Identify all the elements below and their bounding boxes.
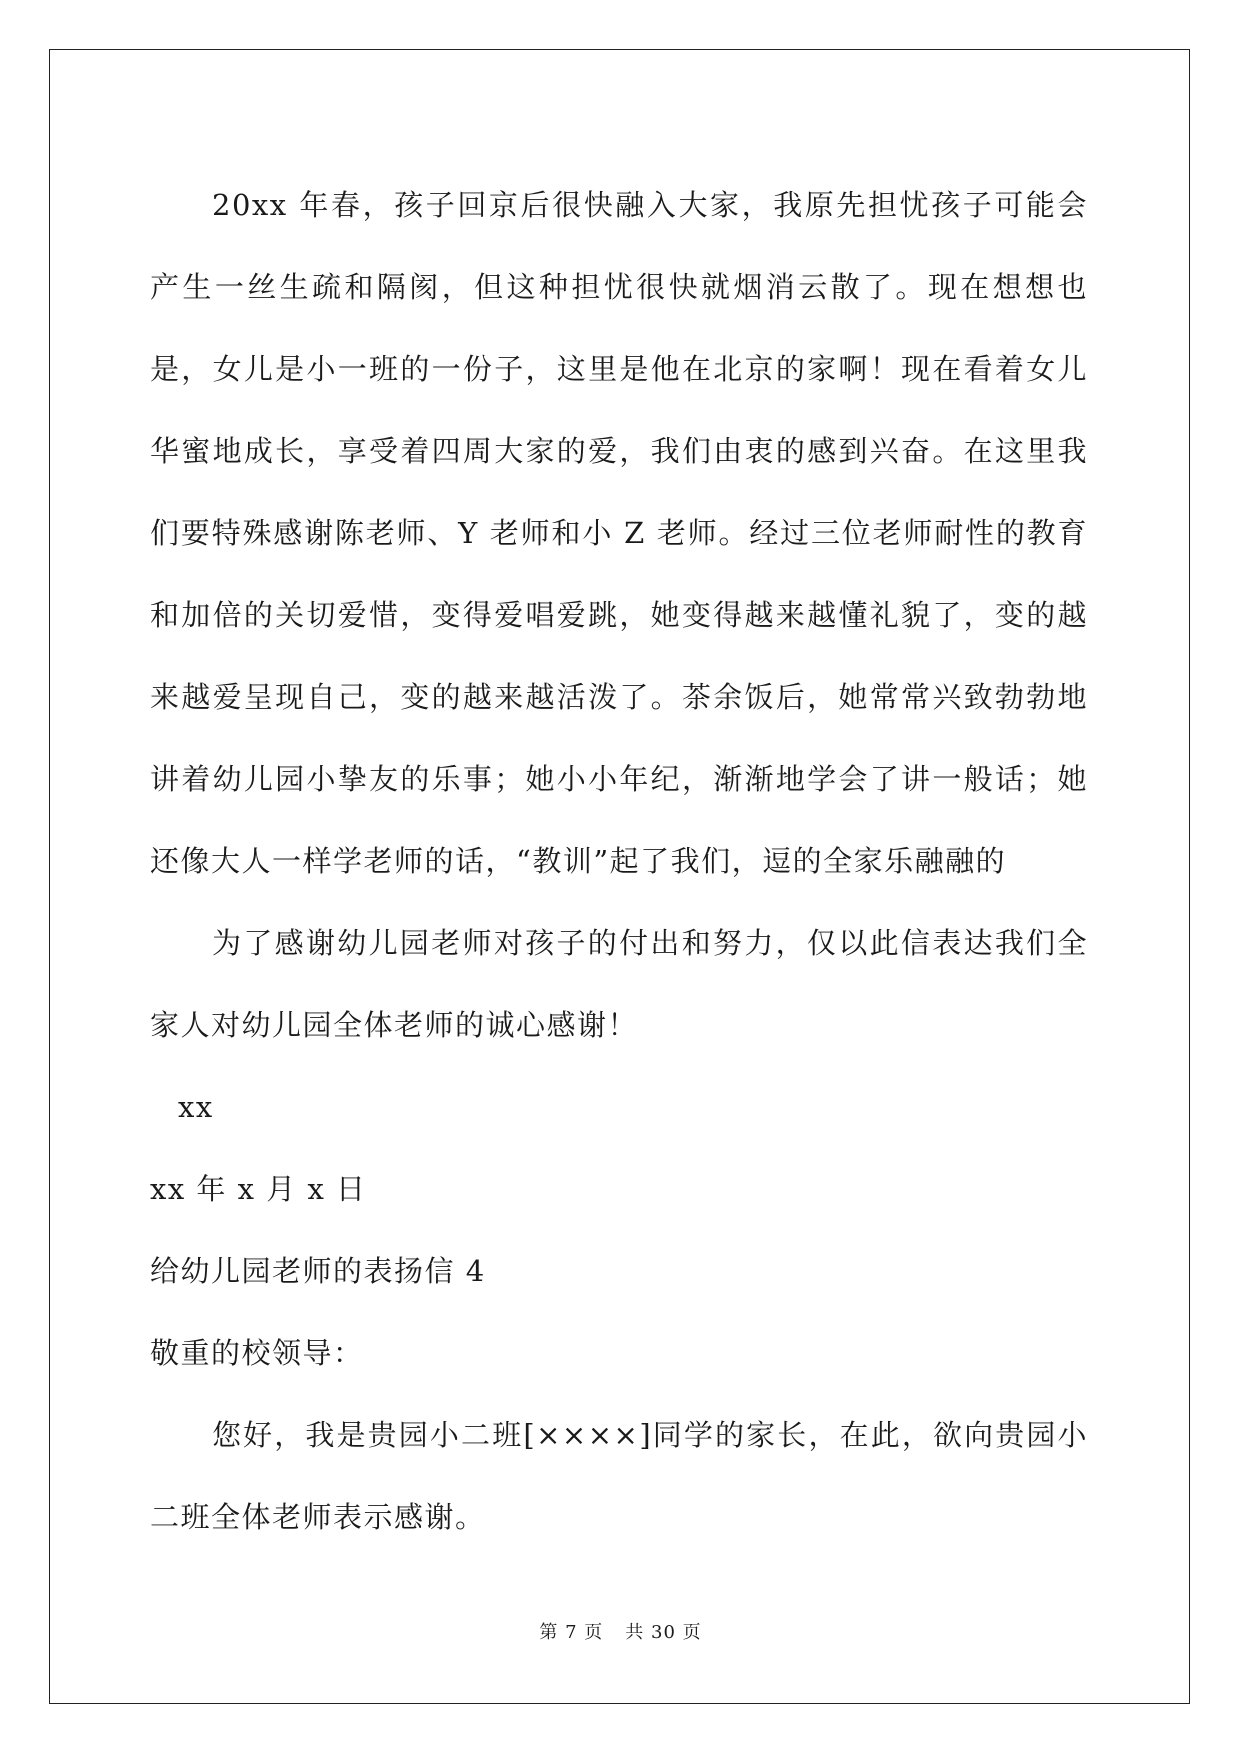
total-pages-label: 共 30 页 xyxy=(625,1622,702,1643)
salutation: 敬重的校领导： xyxy=(150,1336,364,1370)
current-page-label: 第 7 页 xyxy=(539,1622,604,1643)
signature: xx xyxy=(178,1090,214,1124)
page-footer xyxy=(0,1618,1241,1644)
paragraph-spring-return: 20xx 年春，孩子回京后很快融入大家，我原先担忧孩子可能会产生一丝生疏和隔阂，但这种担忧很快就烟消云散了。现在想想也是，女儿是小一班的一份子，这里是他在北京的家啊！现在看着女儿华蜜地成长，享受着四周大家的爱，我们由衷的感到兴奋。在这里我们要特殊感谢陈老师、Y 老师和小 Z 老师。经过三位老师耐性的教育和加倍的关切爱惜，变得爱唱爱跳，她变得越来越懂礼貌了，变的越来越爱呈现自己，变的越来越活泼了。茶余饭后，她常常兴致勃勃地讲着幼儿园小挚友的乐事；她小小年纪，渐渐地学会了讲一般话；她还像大人一样学老师的话，“教训”起了我们，逗的全家乐融融的 xyxy=(150,188,1088,878)
document-body xyxy=(150,164,1088,1558)
section-title: 给幼儿园老师的表扬信 4 xyxy=(150,1254,486,1288)
paragraph-greeting: 您好，我是贵园小二班[××××]同学的家长，在此，欲向贵园小二班全体老师表示感谢。 xyxy=(150,1418,1088,1534)
paragraph-thanks: 为了感谢幼儿园老师对孩子的付出和努力，仅以此信表达我们全家人对幼儿园全体老师的诚心感谢！ xyxy=(150,926,1088,1042)
letter-date: xx 年 x 月 x 日 xyxy=(150,1172,367,1206)
